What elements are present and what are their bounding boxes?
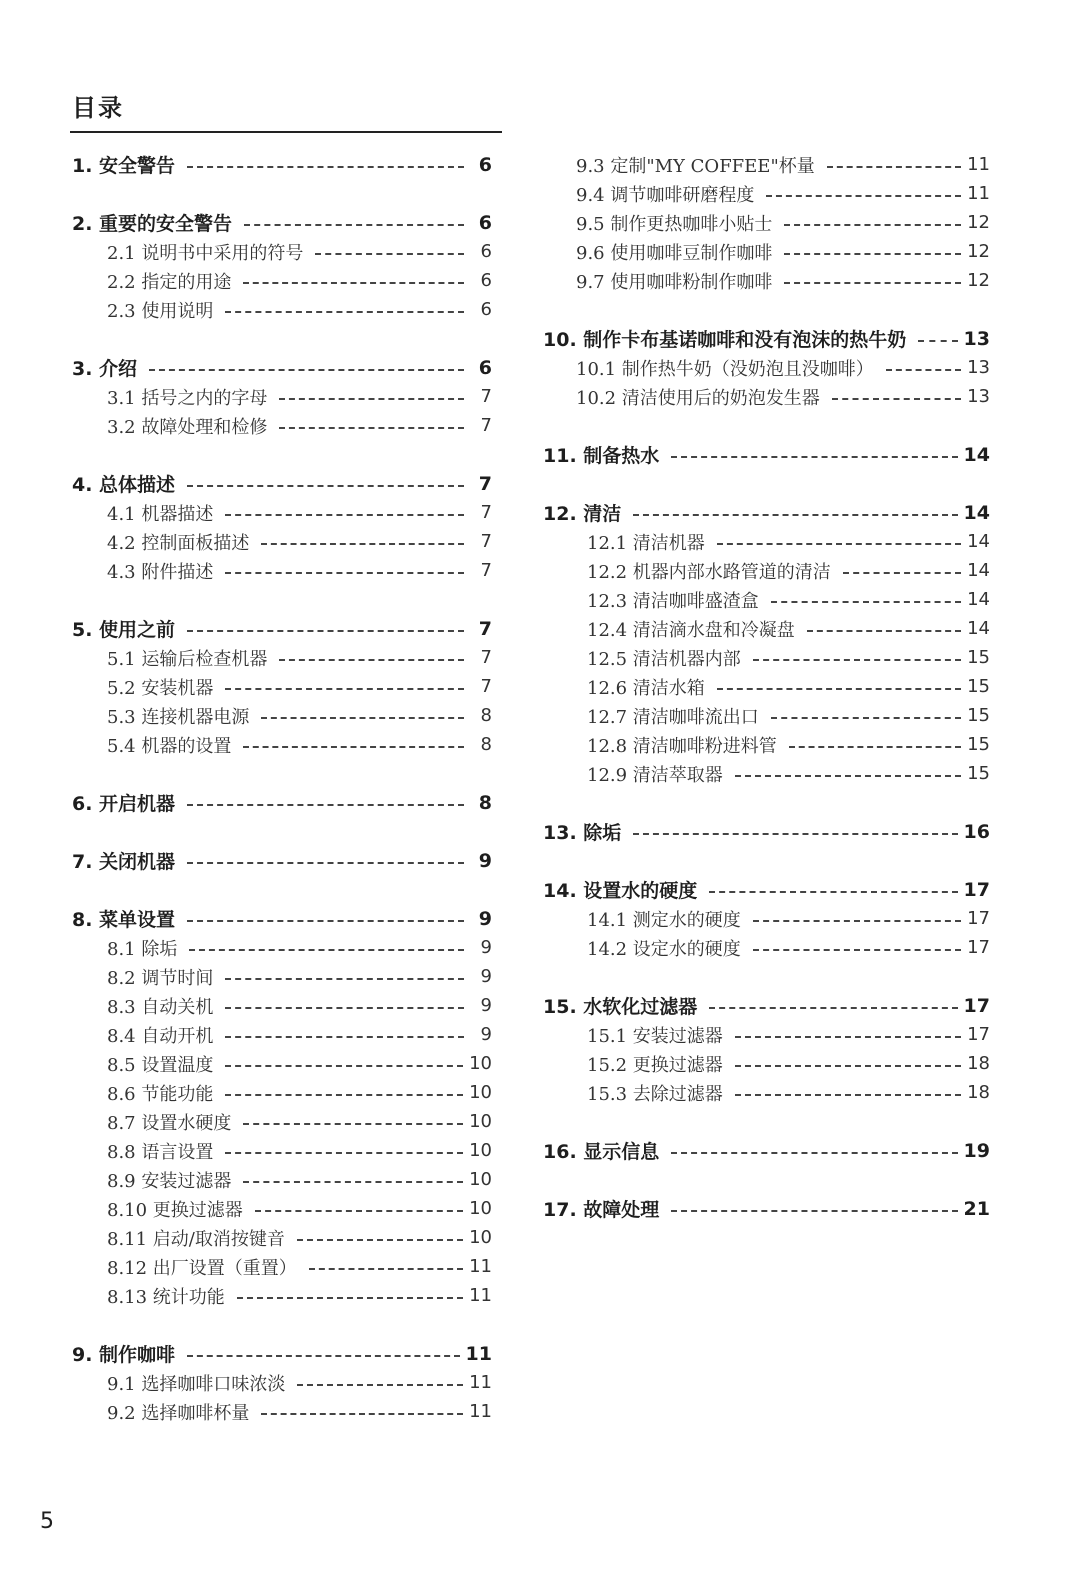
- toc-entry-label: 3.1 括号之内的字母: [107, 387, 268, 409]
- toc-entry-page: 7: [480, 676, 492, 697]
- toc-entry-page: 13: [967, 357, 990, 378]
- toc-entry-page: 11: [465, 1342, 492, 1365]
- toc-section-entry[interactable]: [543, 1136, 990, 1165]
- dot-leader: [225, 1065, 463, 1067]
- toc-subsection-entry[interactable]: [72, 237, 492, 266]
- toc-entry-page: 8: [480, 734, 492, 755]
- toc-entry-page: 19: [963, 1139, 990, 1162]
- toc-entry-page: 11: [469, 1401, 492, 1422]
- toc-subsection-entry[interactable]: [543, 585, 990, 614]
- toc-entry-page: 7: [480, 647, 492, 668]
- toc-entry-page: 12: [967, 241, 990, 262]
- toc-entry-label: 4.3 附件描述: [107, 561, 214, 583]
- dot-leader: [225, 978, 464, 980]
- dot-leader: [189, 949, 464, 951]
- toc-subsection-entry[interactable]: [72, 672, 492, 701]
- toc-section-entry[interactable]: [72, 614, 492, 643]
- toc-entry-label: 2.2 指定的用途: [107, 271, 232, 293]
- toc-subsection-entry[interactable]: [72, 382, 492, 411]
- dot-leader: [753, 659, 961, 661]
- toc-subsection-entry[interactable]: [72, 556, 492, 585]
- dot-leader: [187, 630, 464, 632]
- dot-leader: [243, 282, 464, 284]
- toc-subsection-entry[interactable]: [72, 1252, 492, 1281]
- dot-leader: [243, 746, 464, 748]
- toc-entry-label: 8.2 调节时间: [107, 967, 214, 989]
- toc-entry-page: 13: [967, 386, 990, 407]
- toc-section-entry[interactable]: [543, 817, 990, 846]
- toc-entry-page: 21: [963, 1197, 990, 1220]
- toc-subsection-entry[interactable]: [72, 527, 492, 556]
- toc-entry-page: 7: [478, 472, 492, 495]
- dot-leader: [279, 659, 464, 661]
- toc-entry-label: 2.3 使用说明: [107, 300, 214, 322]
- toc-entry-label: 8.6 节能功能: [107, 1083, 214, 1105]
- dot-leader: [225, 1094, 463, 1096]
- toc-entry-label: 9.1 选择咖啡口味浓淡: [107, 1373, 286, 1395]
- toc-entry-label: 5.2 安装机器: [107, 677, 214, 699]
- toc-section-entry[interactable]: [72, 150, 492, 179]
- toc-entry-page: 17: [967, 1024, 990, 1045]
- toc-entry-page: 6: [480, 299, 492, 320]
- page-title: 目录: [72, 94, 124, 122]
- toc-entry-label: 9.5 制作更热咖啡小贴士: [576, 213, 773, 235]
- toc-entry-label: 3.2 故障处理和检修: [107, 416, 268, 438]
- toc-subsection-entry[interactable]: [72, 1078, 492, 1107]
- toc-entry-label: 15.2 更换过滤器: [587, 1054, 723, 1076]
- toc-entry-label: 9.7 使用咖啡粉制作咖啡: [576, 271, 773, 293]
- dot-leader: [225, 1152, 463, 1154]
- dot-leader: [671, 456, 957, 458]
- toc-entry-label: 8.11 启动/取消按键音: [107, 1228, 285, 1250]
- dot-leader: [671, 1152, 957, 1154]
- toc-section-entry[interactable]: [543, 498, 990, 527]
- toc-entry-page: 18: [967, 1082, 990, 1103]
- toc-subsection-entry[interactable]: [72, 991, 492, 1020]
- dot-leader: [261, 717, 464, 719]
- dot-leader: [297, 1239, 463, 1241]
- toc-entry-label: 5.3 连接机器电源: [107, 706, 250, 728]
- toc-subsection-entry[interactable]: [72, 1368, 492, 1397]
- toc-entry-label: 15.1 安装过滤器: [587, 1025, 723, 1047]
- toc-entry-label: 12.3 清洁咖啡盛渣盒: [587, 590, 759, 612]
- toc-entry-label: 2. 重要的安全警告: [72, 213, 233, 235]
- toc-subsection-entry[interactable]: [72, 266, 492, 295]
- dot-leader: [225, 1036, 464, 1038]
- toc-entry-page: 10: [469, 1198, 492, 1219]
- dot-leader: [187, 804, 464, 806]
- toc-section-entry[interactable]: [543, 440, 990, 469]
- toc-entry-label: 4.2 控制面板描述: [107, 532, 250, 554]
- toc-subsection-entry[interactable]: [72, 1281, 492, 1310]
- dot-leader: [149, 369, 464, 371]
- toc-subsection-entry[interactable]: [543, 643, 990, 672]
- toc-subsection-entry[interactable]: [543, 353, 990, 382]
- dot-leader: [225, 572, 464, 574]
- toc-entry-page: 8: [480, 705, 492, 726]
- dot-leader: [753, 949, 961, 951]
- dot-leader: [255, 1210, 463, 1212]
- toc-entry-page: 9: [480, 966, 492, 987]
- toc-subsection-entry[interactable]: [72, 295, 492, 324]
- dot-leader: [187, 1355, 459, 1357]
- toc-section-entry[interactable]: [72, 208, 492, 237]
- toc-subsection-entry[interactable]: [72, 701, 492, 730]
- toc-entry-page: 12: [967, 212, 990, 233]
- dot-leader: [735, 1094, 961, 1096]
- toc-subsection-entry[interactable]: [543, 382, 990, 411]
- toc-entry-page: 10: [469, 1227, 492, 1248]
- dot-leader: [633, 833, 957, 835]
- toc-entry-label: 14.2 设定水的硬度: [587, 938, 741, 960]
- toc-entry-label: 8.1 除垢: [107, 938, 178, 960]
- toc-entry-page: 17: [967, 937, 990, 958]
- dot-leader: [709, 1007, 957, 1009]
- toc-entry-page: 11: [469, 1372, 492, 1393]
- dot-leader: [187, 920, 464, 922]
- toc-entry-page: 10: [469, 1169, 492, 1190]
- toc-subsection-entry[interactable]: [72, 411, 492, 440]
- toc-entry-label: 6. 开启机器: [72, 793, 176, 815]
- toc-entry-page: 9: [478, 907, 492, 930]
- toc-entry-label: 9.3 定制"MY COFFEE"杯量: [576, 155, 815, 177]
- toc-entry-label: 8.4 自动开机: [107, 1025, 214, 1047]
- toc-entry-page: 6: [478, 211, 492, 234]
- toc-subsection-entry[interactable]: [543, 904, 990, 933]
- dot-leader: [243, 1181, 463, 1183]
- toc-subsection-entry[interactable]: [543, 266, 990, 295]
- toc-subsection-entry[interactable]: [72, 643, 492, 672]
- toc-subsection-entry[interactable]: [72, 730, 492, 759]
- toc-entry-label: 9.2 选择咖啡杯量: [107, 1402, 250, 1424]
- toc-entry-page: 15: [967, 647, 990, 668]
- toc-entry-label: 7. 关闭机器: [72, 851, 176, 873]
- toc-entry-label: 12.8 清洁咖啡粉进料管: [587, 735, 777, 757]
- dot-leader: [717, 543, 961, 545]
- dot-leader: [784, 224, 961, 226]
- toc-section-entry[interactable]: [543, 875, 990, 904]
- dot-leader: [886, 369, 961, 371]
- dot-leader: [784, 253, 961, 255]
- toc-subsection-entry[interactable]: [72, 1194, 492, 1223]
- dot-leader: [717, 688, 961, 690]
- toc-entry-page: 13: [963, 327, 990, 350]
- toc-entry-page: 14: [967, 618, 990, 639]
- dot-leader: [243, 1123, 463, 1125]
- toc-subsection-entry[interactable]: [543, 556, 990, 585]
- toc-subsection-entry[interactable]: [543, 237, 990, 266]
- dot-leader: [225, 311, 464, 313]
- toc-entry-page: 14: [963, 443, 990, 466]
- toc-entry-page: 11: [967, 154, 990, 175]
- toc-subsection-entry[interactable]: [72, 1223, 492, 1252]
- dot-leader: [309, 1268, 463, 1270]
- toc-entry-page: 15: [967, 734, 990, 755]
- dot-leader: [789, 746, 961, 748]
- toc-entry-page: 16: [963, 820, 990, 843]
- dot-leader: [279, 398, 464, 400]
- toc-entry-page: 14: [963, 501, 990, 524]
- dot-leader: [261, 1413, 463, 1415]
- toc-subsection-entry[interactable]: [72, 1136, 492, 1165]
- toc-entry-page: 7: [478, 617, 492, 640]
- toc-entry-page: 7: [480, 386, 492, 407]
- toc-entry-label: 10.1 制作热牛奶（没奶泡且没咖啡）: [576, 358, 874, 380]
- dot-leader: [315, 253, 464, 255]
- toc-entry-label: 8.9 安装过滤器: [107, 1170, 232, 1192]
- toc-subsection-entry[interactable]: [72, 498, 492, 527]
- toc-entry-label: 12.6 清洁水箱: [587, 677, 705, 699]
- toc-entry-label: 12.7 清洁咖啡流出口: [587, 706, 759, 728]
- toc-entry-page: 15: [967, 676, 990, 697]
- toc-entry-label: 5.1 运输后检查机器: [107, 648, 268, 670]
- toc-entry-page: 17: [967, 908, 990, 929]
- dot-leader: [735, 1065, 961, 1067]
- toc-entry-label: 16. 显示信息: [543, 1141, 660, 1163]
- dot-leader: [187, 485, 464, 487]
- toc-entry-label: 14. 设置水的硬度: [543, 880, 698, 902]
- toc-entry-label: 4. 总体描述: [72, 474, 176, 496]
- toc-section-entry[interactable]: [72, 846, 492, 875]
- toc-section-entry[interactable]: [543, 991, 990, 1020]
- toc-subsection-entry[interactable]: [543, 701, 990, 730]
- dot-leader: [671, 1210, 957, 1212]
- dot-leader: [261, 543, 464, 545]
- toc-entry-label: 15. 水软化过滤器: [543, 996, 698, 1018]
- dot-leader: [735, 1036, 961, 1038]
- title-divider: [70, 131, 502, 133]
- dot-leader: [187, 862, 464, 864]
- toc-subsection-entry[interactable]: [543, 208, 990, 237]
- toc-subsection-entry[interactable]: [72, 1107, 492, 1136]
- toc-entry-page: 10: [469, 1111, 492, 1132]
- dot-leader: [187, 166, 464, 168]
- page-number: 5: [40, 1509, 54, 1534]
- toc-entry-page: 6: [478, 153, 492, 176]
- toc-entry-page: 9: [480, 1024, 492, 1045]
- toc-entry-label: 12.9 清洁萃取器: [587, 764, 723, 786]
- dot-leader: [225, 514, 464, 516]
- toc-subsection-entry[interactable]: [72, 1049, 492, 1078]
- toc-entry-page: 9: [480, 995, 492, 1016]
- toc-entry-label: 11. 制备热水: [543, 445, 660, 467]
- toc-entry-label: 1. 安全警告: [72, 155, 176, 177]
- toc-entry-page: 7: [480, 531, 492, 552]
- toc-subsection-entry[interactable]: [543, 527, 990, 556]
- toc-entry-label: 10.2 清洁使用后的奶泡发生器: [576, 387, 820, 409]
- toc-subsection-entry[interactable]: [543, 672, 990, 701]
- toc-entry-label: 12.5 清洁机器内部: [587, 648, 741, 670]
- dot-leader: [807, 630, 961, 632]
- toc-entry-label: 3. 介绍: [72, 358, 138, 380]
- toc-entry-page: 6: [480, 241, 492, 262]
- toc-entry-label: 9. 制作咖啡: [72, 1344, 176, 1366]
- dot-leader: [771, 601, 961, 603]
- toc-entry-label: 8.8 语言设置: [107, 1141, 214, 1163]
- toc-entry-label: 12. 清洁: [543, 503, 622, 525]
- toc-entry-page: 10: [469, 1140, 492, 1161]
- dot-leader: [709, 891, 957, 893]
- toc-entry-page: 7: [480, 560, 492, 581]
- toc-entry-page: 7: [480, 502, 492, 523]
- toc-column-left: [72, 150, 492, 1426]
- toc-subsection-entry[interactable]: [72, 962, 492, 991]
- toc-entry-page: 6: [480, 270, 492, 291]
- dot-leader: [633, 514, 957, 516]
- toc-subsection-entry[interactable]: [543, 730, 990, 759]
- toc-entry-label: 8.5 设置温度: [107, 1054, 214, 1076]
- toc-entry-page: 8: [478, 791, 492, 814]
- toc-entry-label: 12.1 清洁机器: [587, 532, 705, 554]
- toc-entry-page: 10: [469, 1082, 492, 1103]
- toc-section-entry[interactable]: [543, 324, 990, 353]
- toc-section-entry[interactable]: [72, 469, 492, 498]
- toc-column-right: [543, 150, 990, 1223]
- toc-entry-label: 17. 故障处理: [543, 1199, 660, 1221]
- toc-entry-label: 8.3 自动关机: [107, 996, 214, 1018]
- toc-section-entry[interactable]: [72, 904, 492, 933]
- dot-leader: [771, 717, 961, 719]
- dot-leader: [918, 340, 957, 342]
- toc-subsection-entry[interactable]: [72, 1397, 492, 1426]
- toc-entry-label: 4.1 机器描述: [107, 503, 214, 525]
- toc-entry-label: 2.1 说明书中采用的符号: [107, 242, 304, 264]
- toc-section-entry[interactable]: [72, 353, 492, 382]
- toc-entry-page: 11: [967, 183, 990, 204]
- toc-subsection-entry[interactable]: [72, 933, 492, 962]
- toc-entry-label: 8.7 设置水硬度: [107, 1112, 232, 1134]
- toc-entry-label: 9.6 使用咖啡豆制作咖啡: [576, 242, 773, 264]
- toc-entry-page: 11: [469, 1256, 492, 1277]
- toc-section-entry[interactable]: [543, 1194, 990, 1223]
- dot-leader: [225, 688, 464, 690]
- toc-entry-label: 15.3 去除过滤器: [587, 1083, 723, 1105]
- toc-entry-label: 8. 菜单设置: [72, 909, 176, 931]
- toc-subsection-entry[interactable]: [543, 1049, 990, 1078]
- dot-leader: [766, 195, 961, 197]
- toc-entry-label: 8.13 统计功能: [107, 1286, 225, 1308]
- dot-leader: [753, 920, 961, 922]
- toc-subsection-entry[interactable]: [543, 933, 990, 962]
- toc-entry-page: 18: [967, 1053, 990, 1074]
- dot-leader: [297, 1384, 463, 1386]
- toc-entry-page: 15: [967, 763, 990, 784]
- toc-section-entry[interactable]: [72, 1339, 492, 1368]
- toc-subsection-entry[interactable]: [72, 1165, 492, 1194]
- dot-leader: [279, 427, 464, 429]
- toc-subsection-entry[interactable]: [543, 1078, 990, 1107]
- toc-entry-page: 12: [967, 270, 990, 291]
- toc-subsection-entry[interactable]: [543, 614, 990, 643]
- dot-leader: [225, 1007, 464, 1009]
- toc-entry-label: 5.4 机器的设置: [107, 735, 232, 757]
- dot-leader: [784, 282, 961, 284]
- toc-entry-label: 9.4 调节咖啡研磨程度: [576, 184, 755, 206]
- toc-entry-page: 9: [478, 849, 492, 872]
- dot-leader: [244, 224, 464, 226]
- toc-subsection-entry[interactable]: [72, 1020, 492, 1049]
- toc-entry-page: 14: [967, 531, 990, 552]
- dot-leader: [843, 572, 961, 574]
- toc-entry-page: 6: [478, 356, 492, 379]
- toc-entry-page: 9: [480, 937, 492, 958]
- toc-section-entry[interactable]: [72, 788, 492, 817]
- dot-leader: [735, 775, 961, 777]
- toc-entry-label: 12.4 清洁滴水盘和冷凝盘: [587, 619, 795, 641]
- toc-entry-label: 8.10 更换过滤器: [107, 1199, 243, 1221]
- toc-entry-page: 14: [967, 589, 990, 610]
- toc-entry-page: 14: [967, 560, 990, 581]
- toc-entry-label: 8.12 出厂设置（重置）: [107, 1257, 297, 1279]
- toc-entry-page: 17: [963, 994, 990, 1017]
- toc-entry-label: 10. 制作卡布基诺咖啡和没有泡沫的热牛奶: [543, 329, 907, 351]
- toc-subsection-entry[interactable]: [543, 1020, 990, 1049]
- toc-entry-label: 14.1 测定水的硬度: [587, 909, 741, 931]
- dot-leader: [832, 398, 961, 400]
- toc-entry-label: 12.2 机器内部水路管道的清洁: [587, 561, 831, 583]
- toc-subsection-entry[interactable]: [543, 759, 990, 788]
- toc-entry-page: 15: [967, 705, 990, 726]
- toc-subsection-entry[interactable]: [543, 179, 990, 208]
- toc-entry-label: 5. 使用之前: [72, 619, 176, 641]
- toc-entry-label: 13. 除垢: [543, 822, 622, 844]
- toc-entry-page: 17: [963, 878, 990, 901]
- dot-leader: [827, 166, 961, 168]
- toc-entry-page: 7: [480, 415, 492, 436]
- toc-entry-page: 10: [469, 1053, 492, 1074]
- toc-entry-page: 11: [469, 1285, 492, 1306]
- dot-leader: [237, 1297, 463, 1299]
- toc-subsection-entry[interactable]: [543, 150, 990, 179]
